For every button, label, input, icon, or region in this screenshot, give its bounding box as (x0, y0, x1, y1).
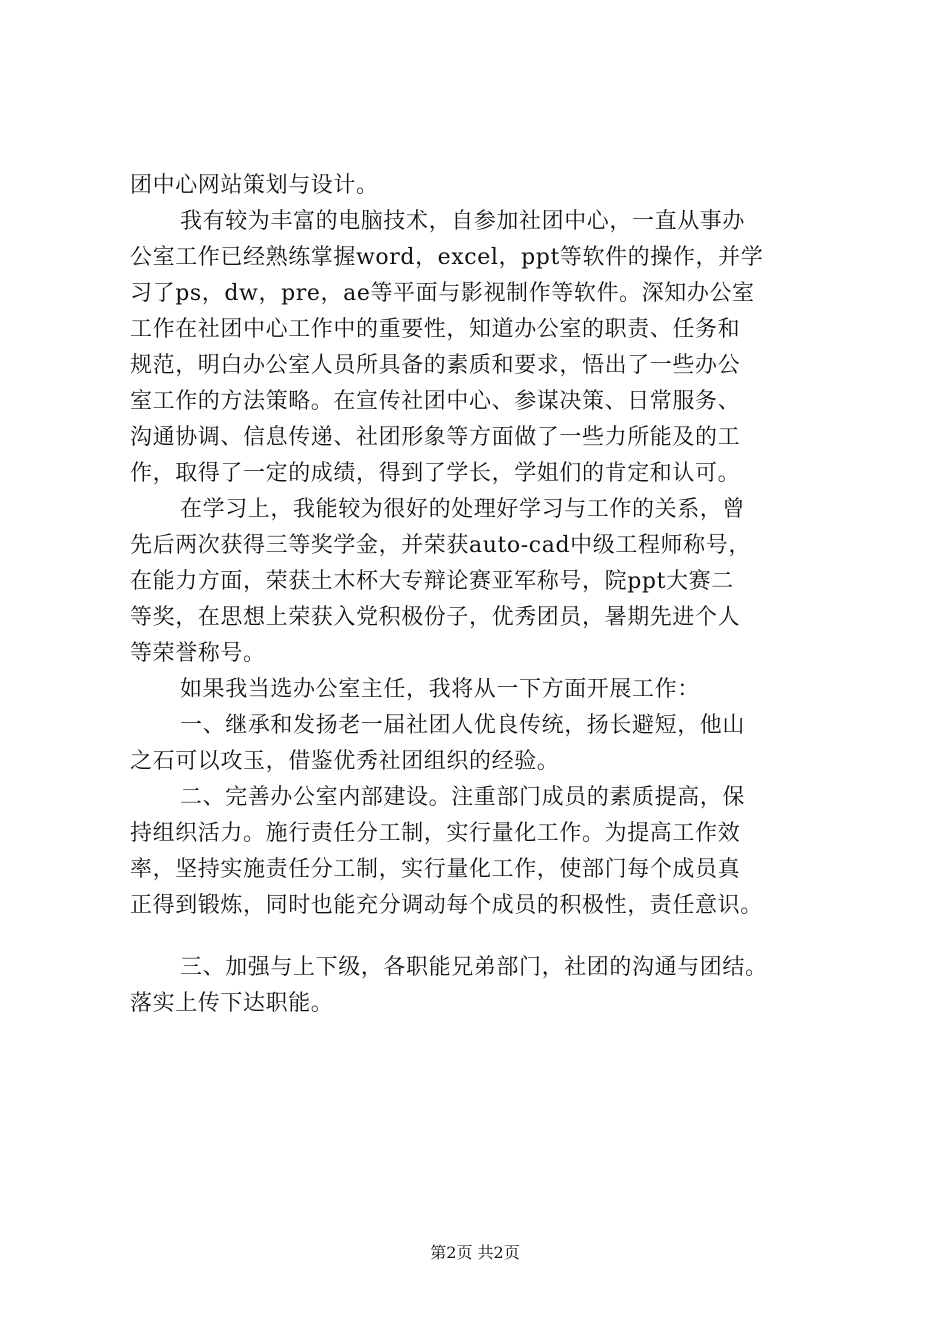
text-line-22: 三、加强与上下级，各职能兄弟部门，社团的沟通与团结。 (180, 955, 768, 980)
text-line-9: 作，取得了一定的成绩，得到了学长，学姐们的肯定和认可。 (130, 461, 741, 486)
text-line-17: 之石可以攻玉，借鉴优秀社团组织的经验。 (130, 749, 560, 774)
text-line-14: 等荣誉称号。 (130, 641, 266, 666)
text-line-15: 如果我当选办公室主任，我将从一下方面开展工作： (180, 677, 700, 702)
text-line-18: 二、完善办公室内部建设。注重部门成员的素质提高，保 (180, 785, 746, 810)
text-line-11: 先后两次获得三等奖学金，并荣获auto-cad中级工程师称号， (130, 533, 751, 558)
text-line-2: 我有较为丰富的电脑技术，自参加社团中心，一直从事办 (180, 209, 746, 234)
text-line-5: 工作在社团中心工作中的重要性，知道办公室的职责、任务和 (130, 317, 741, 342)
page-footer: 第2页 共2页 (430, 1243, 520, 1262)
text-line-1: 团中心网站策划与设计。 (130, 173, 379, 198)
text-line-10: 在学习上，我能较为很好的处理好学习与工作的关系，曾 (180, 497, 746, 522)
text-line-7: 室工作的方法策略。在宣传社团中心、参谋决策、日常服务、 (130, 389, 741, 414)
text-line-8: 沟通协调、信息传递、社团形象等方面做了一些力所能及的工 (130, 425, 741, 450)
text-line-20: 率，坚持实施责任分工制，实行量化工作，使部门每个成员真 (130, 857, 741, 882)
text-line-16: 一、继承和发扬老一届社团人优良传统，扬长避短，他山 (180, 713, 746, 738)
text-line-13: 等奖，在思想上荣获入党积极份子，优秀团员，暑期先进个人 (130, 605, 741, 630)
text-line-4: 习了ps，dw，pre，ae等平面与影视制作等软件。深知办公室 (130, 281, 755, 306)
text-line-12: 在能力方面，荣获土木杯大专辩论赛亚军称号，院ppt大赛二 (130, 569, 734, 594)
text-line-21: 正得到锻炼，同时也能充分调动每个成员的积极性，责任意识。 (130, 893, 763, 918)
text-line-6: 规范，明白办公室人员所具备的素质和要求，悟出了一些办公 (130, 353, 741, 378)
text-line-19: 持组织活力。施行责任分工制，实行量化工作。为提高工作效 (130, 821, 741, 846)
text-line-3: 公室工作已经熟练掌握word，excel，ppt等软件的操作，并学 (130, 245, 764, 270)
text-line-23: 落实上传下达职能。 (130, 991, 334, 1016)
